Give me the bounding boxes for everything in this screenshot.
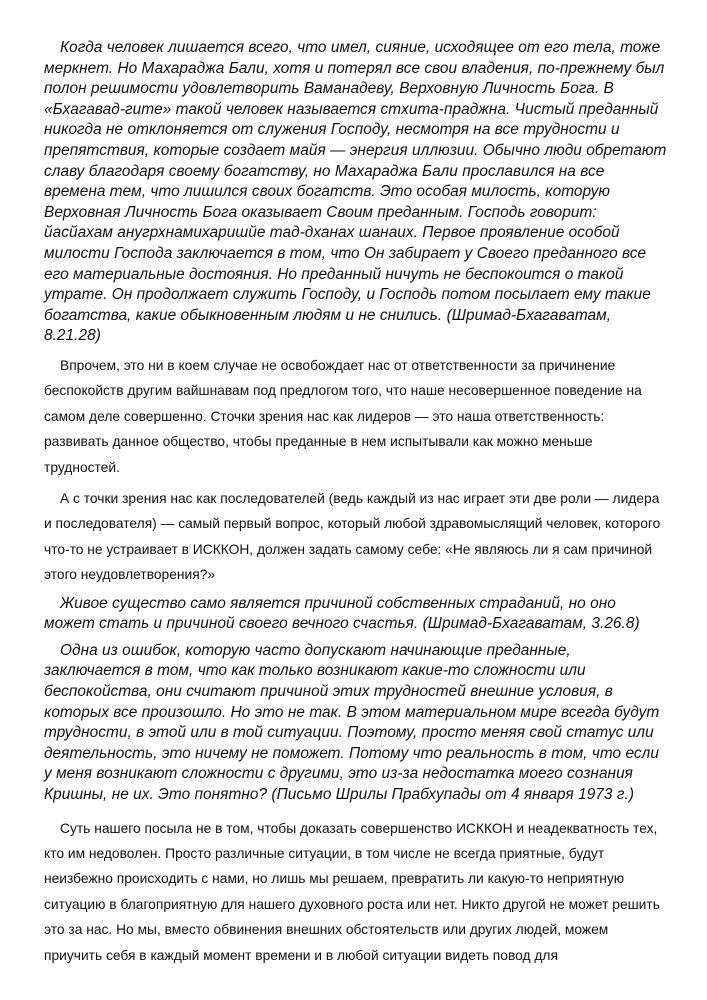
paragraph-message: Суть нашего посыла не в том, чтобы доказать совершенство ИСККОН и неадекватность тех, кто им недоволен. Просто различные ситуации, в том числе не всегда приятные, будут неизбежно происходить с нами, но лишь мы решаем, превратить ли какую-то неприятную ситуацию в благоприятную для нашего духовного роста или нет. Никто другой не может решить это за нас. Но мы, вместо обвинения внешних обстоятельств или других людей, можем приучить себя в каждый момент времени и в любой ситуации видеть повод для (44, 820, 660, 963)
paragraph-responsibility: Впрочем, это ни в коем случае не освобождает нас от ответственности за причинение беспокойств другим вайшнавам под предлогом того, что наше несовершенное поведение на самом деле совершенно. Сточки зрения нас как лидеров — это наша ответственность: развивать данное общество, чтобы преданные в нем испытывали как можно меньше трудностей. (44, 357, 642, 475)
quote-living-entity: Живое существо само является причиной собственных страданий, но оно может стать и причиной своего вечного счастья. (Шримад-Бхагаватам, 3.26.8) (44, 594, 640, 633)
paragraph-followers: А с точки зрения нас как последователей (ведь каждый из нас играет эти две роли — лидера и последователя) — самый первый вопрос, который любой здравомыслящий человек, которого что-то не устраивает в ИСККОН, должен задать самому себе: «Не являюсь ли я сам причиной этого неудовлетворения?» (44, 490, 661, 583)
document-page (44, 38, 668, 968)
quote-prabhupada-letter: Одна из ошибок, которую часто допускают начинающие преданные, заключается в том, что как только возникают какие-то сложности или беспокойства, они считают причиной этих трудностей внешние условия, в которых все произошло. Но это не так. В этом материальном мире всегда будут трудности, в этой или в той ситуации. Поэтому, просто меняя свой статус или деятельность, это ничему не поможет. Потому что реальность в том, что если у меня возникают сложности с другими, это из-за недостатка моего сознания Кришны, не их. Это понятно? (Письмо Шрилы Прабхупады от 4 января 1973 г.) (44, 641, 660, 803)
quote-bali: Когда человек лишается всего, что имел, сияние, исходящее от его тела, тоже меркнет. Но Махараджа Бали, хотя и потерял все свои владения, по-прежнему был полон решимости удовлетворить Ваманадеву, Верховную Личность Бога. В «Бхагавад-гите» такой человек называется стхита-праджна. Чистый преданный никогда не отклоняется от служения Господу, несмотря на все трудности и препятствия, которые создает майя — энергия иллюзии. Обычно люди обретают славу благодаря своему богатству, но Махараджа Бали прославился на все времена тем, что лишился своих богатств. Это особая милость, которую Верховная Личность Бога оказывает Своим преданным. Господь говорит: йасйахам анугрхнамихаришйе тад-дханах шанаих. Первое проявление особой милости Господа заключается в том, что Он забирает у Своего преданного все его материальные достояния. Но преданный ничуть не беспокоится о такой утрате. Он продолжает служить Господу, и Господь потом посылает ему такие богатства, какие обыкновенным людям и не снились. (Шримад-Бхагаватам, 8.21.28) (44, 39, 667, 345)
